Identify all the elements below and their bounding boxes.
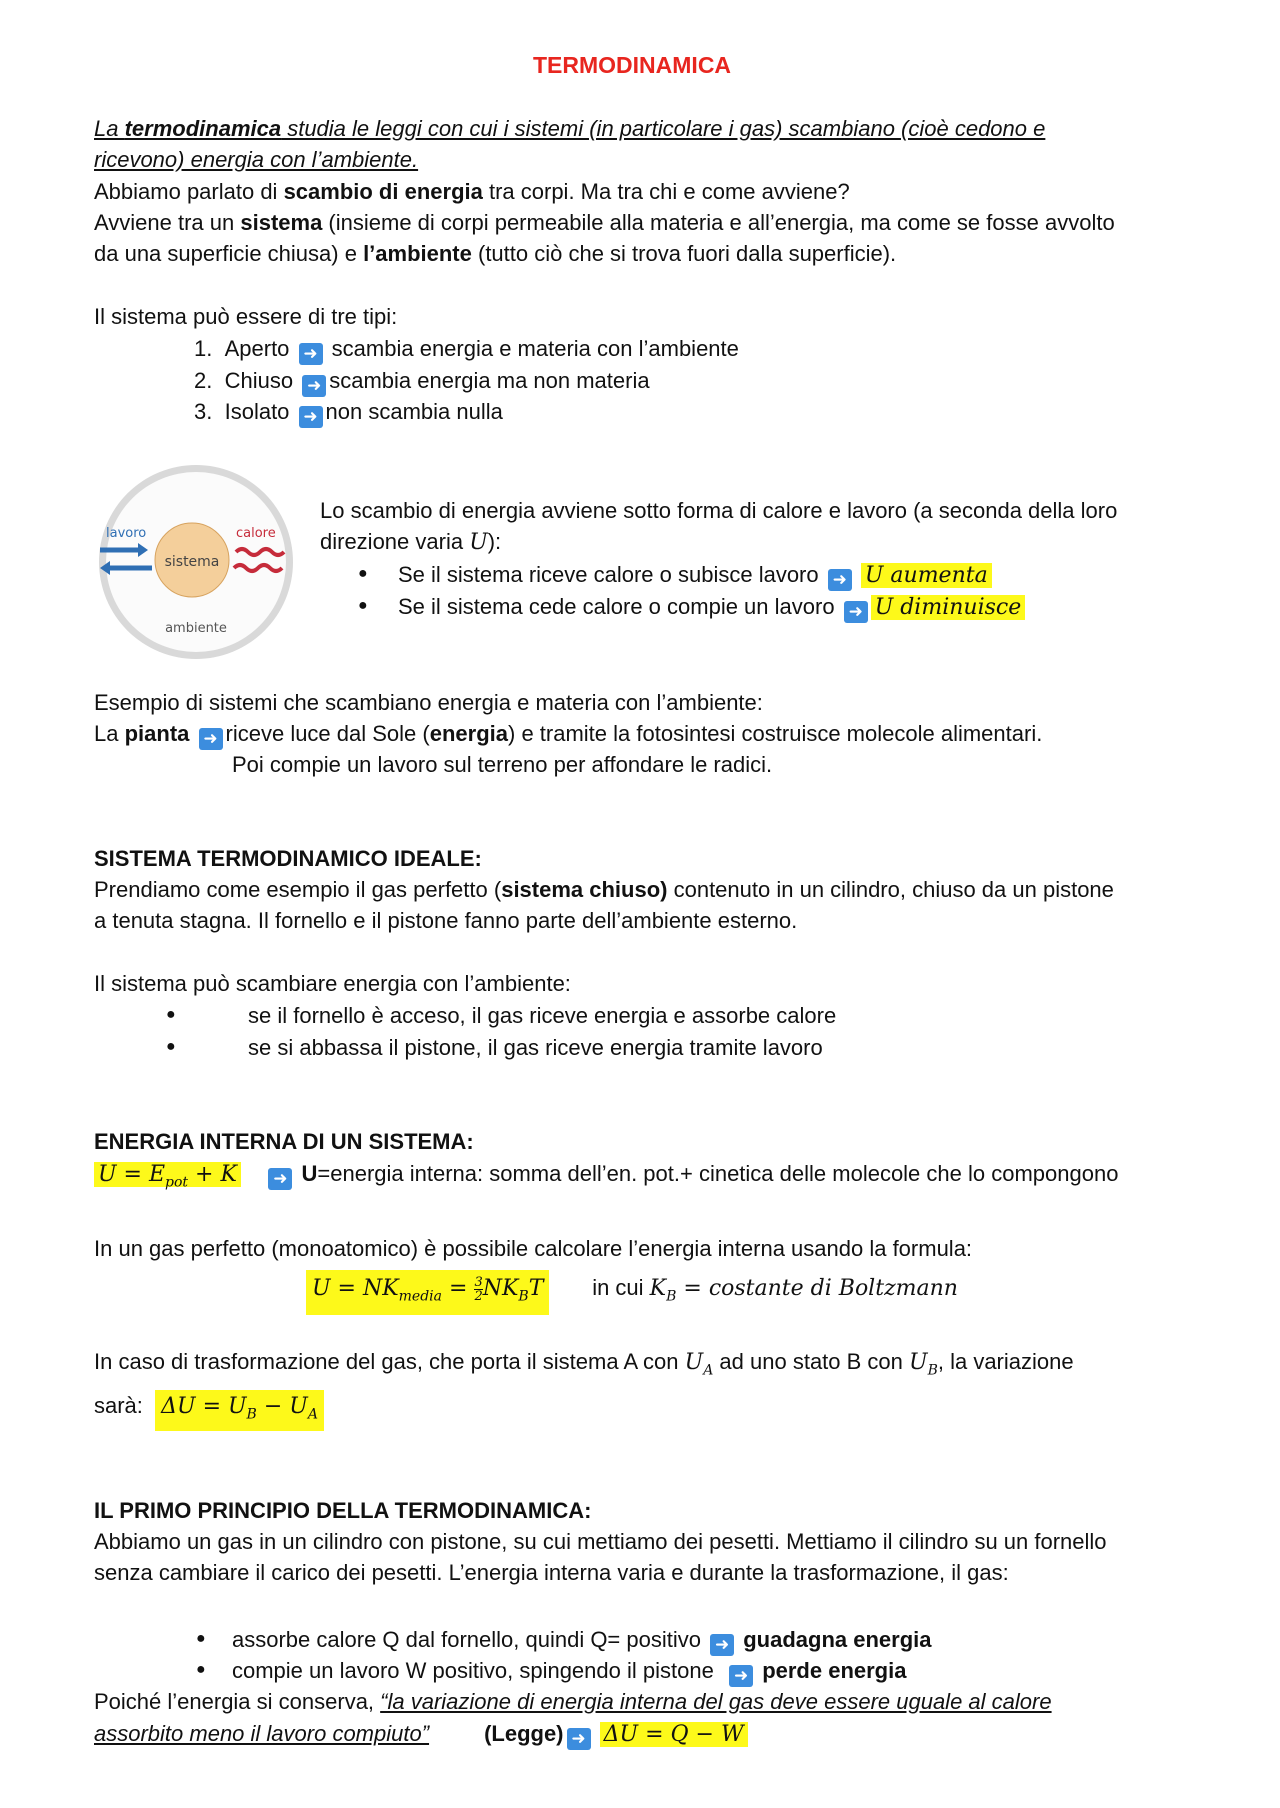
arrow-right-icon: ➜	[828, 569, 852, 591]
ideal-line-3: Il sistema può scambiare energia con l’ambiente:	[94, 971, 571, 996]
definition-line-2: ricevono) energia con l’ambiente.	[94, 147, 419, 172]
types-heading: Il sistema può essere di tre tipi:	[94, 304, 398, 329]
diagram-work-label: lavoro	[106, 526, 147, 541]
arrow-right-icon: ➜	[710, 1634, 734, 1656]
diagram-heat-label: calore	[236, 526, 276, 541]
exchange-bullet-2: Se il sistema cede calore o compie un lavoro ➜ U diminuisce	[398, 592, 1025, 623]
ideal-gas-energy-formula: $U = NK_{media}$ = $\frac{3}{2}$ $NK_BT$	[306, 1270, 549, 1315]
page-title: TERMODINAMICA	[533, 52, 732, 78]
transformation-line: In caso di trasformazione del gas, che porta il sistema A con $U_A$ ad uno stato B con $U_B$, la variazione	[94, 1349, 1074, 1379]
first-principle-bullet-2: compie un lavoro W positivo, spingendo il pistone ➜ perde energia	[232, 1658, 907, 1685]
arrow-right-icon: ➜	[729, 1665, 753, 1687]
bullet-dot-icon: ●	[358, 565, 368, 582]
exchange-bullet-1: Se il sistema riceve calore o subisce lavoro ➜ U aumenta	[398, 560, 992, 591]
example-line-2: Poi compie un lavoro sul terreno per affondare le radici.	[232, 752, 773, 777]
bullet-dot-icon: ●	[166, 1038, 176, 1055]
arrow-right-icon: ➜	[299, 406, 323, 428]
type-item-closed: 2. Chiuso ➜ scambia energia ma non materia	[194, 368, 650, 395]
bullet-dot-icon: ●	[196, 1630, 206, 1647]
first-law-formula: ΔU = Q − W	[600, 1722, 748, 1747]
arrow-right-icon: ➜	[199, 728, 223, 750]
arrow-right-icon: ➜	[299, 343, 323, 365]
conservation-line-2: assorbito meno il lavoro compiuto” (Legge) ➜ ΔU = Q − W	[94, 1719, 748, 1750]
delta-u-formula: $\Delta U = U_B - U_A$	[155, 1390, 324, 1431]
bullet-dot-icon: ●	[358, 597, 368, 614]
example-heading: Esempio di sistemi che scambiano energia e materia con l’ambiente:	[94, 690, 763, 715]
internal-energy-heading: ENERGIA INTERNA DI UN SISTEMA:	[94, 1129, 474, 1154]
exchange-line-1: Lo scambio di energia avviene sotto forma di calore e lavoro (a seconda della loro	[320, 498, 1118, 523]
arrow-right-icon: ➜	[844, 601, 868, 623]
system-definition-line-1: Avviene tra un sistema (insieme di corpi permeabile alla materia e all’energia, ma come se fosse avvolto	[94, 210, 1115, 235]
system-environment-diagram	[96, 462, 296, 662]
internal-energy-formula-row: $U = E_{pot} + K$ ➜ U=energia interna: somma dell’en. pot.+ cinetica delle molecole che lo compongono	[94, 1159, 1118, 1197]
first-principle-heading: IL PRIMO PRINCIPIO DELLA TERMODINAMICA:	[94, 1498, 592, 1523]
arrow-right-icon: ➜	[567, 1728, 591, 1750]
first-principle-line-2: senza cambiare il carico dei pesetti. L’energia interna varia e durante la trasformazione, il gas:	[94, 1560, 1009, 1585]
type-item-isolated: 3. Isolato ➜ non scambia nulla	[194, 399, 503, 426]
diagram-environment-label: ambiente	[165, 621, 227, 636]
question-line: Abbiamo parlato di scambio di energia tra corpi. Ma tra chi e come avviene?	[94, 179, 850, 204]
ideal-bullet-2: se si abbassa il pistone, il gas riceve energia tramite lavoro	[248, 1035, 823, 1060]
arrow-right-icon: ➜	[268, 1168, 292, 1190]
arrow-right-icon: ➜	[302, 375, 326, 397]
first-principle-bullet-1: assorbe calore Q dal fornello, quindi Q= positivo ➜ guadagna energia	[232, 1627, 932, 1654]
conservation-line-1: Poiché l’energia si conserva, “la variazione di energia interna del gas deve essere uguale al calore	[94, 1689, 1052, 1714]
system-definition-line-2: da una superficie chiusa) e l’ambiente (tutto ciò che si trova fuori dalla superficie).	[94, 241, 897, 266]
internal-energy-line-2: In un gas perfetto (monoatomico) è possibile calcolare l’energia interna usando la formula:	[94, 1236, 973, 1261]
bullet-dot-icon: ●	[166, 1006, 176, 1023]
bullet-dot-icon: ●	[196, 1661, 206, 1678]
variation-row: sarà: $\Delta U = U_B - U_A$	[94, 1390, 324, 1431]
diagram-system-label: sistema	[164, 554, 220, 570]
type-item-open: 1. Aperto ➜ scambia energia e materia con l’ambiente	[194, 336, 739, 363]
definition-line-1: La termodinamica studia le leggi con cui i sistemi (in particolare i gas) scambiano (cioè cedono e	[94, 116, 1046, 141]
ideal-line-1: Prendiamo come esempio il gas perfetto (sistema chiuso) contenuto in un cilindro, chiuso da un pistone	[94, 877, 1114, 902]
internal-energy-formula: $U = E_{pot} + K$	[94, 1162, 241, 1187]
exchange-line-2: direzione varia U):	[320, 529, 502, 555]
ideal-line-2: a tenuta stagna. Il fornello e il pistone fanno parte dell’ambiente esterno.	[94, 908, 798, 933]
ideal-gas-formula-row: $U = NK_{media}$ = $\frac{3}{2}$ $NK_BT$ in cui $K_B$ = costante di Boltzmann	[306, 1270, 958, 1315]
first-principle-line-1: Abbiamo un gas in un cilindro con pistone, su cui mettiamo dei pesetti. Mettiamo il cilindro su un fornello	[94, 1529, 1107, 1554]
example-line-1: La pianta ➜ riceve luce dal Sole (energia) e tramite la fotosintesi costruisce molecole alimentari.	[94, 721, 1043, 748]
ideal-bullet-1: se il fornello è acceso, il gas riceve energia e assorbe calore	[248, 1003, 837, 1028]
ideal-heading: SISTEMA TERMODINAMICO IDEALE:	[94, 846, 482, 871]
